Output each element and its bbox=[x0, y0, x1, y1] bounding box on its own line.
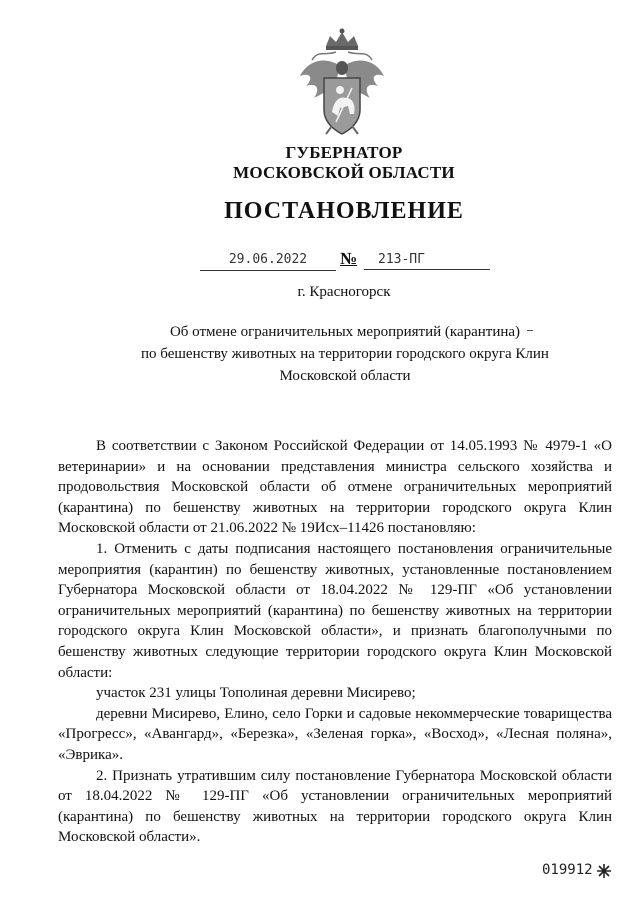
territory-2-paragraph: деревни Мисирево, Елино, село Горки и садовые некоммерческие товарищества «Прогресс», «Авангард», «Березка», «Зеленая горка», «Восход», «Лесная поляна», «Эврика». bbox=[58, 705, 612, 763]
authority-name-line1: ГУБЕРНАТОР bbox=[285, 143, 403, 162]
number-sign-label: № bbox=[340, 249, 358, 268]
authority-name-line2: МОСКОВСКОЙ ОБЛАСТИ bbox=[233, 163, 455, 182]
document-title-line2: по бешенству животных на территории городского округа Клин bbox=[141, 346, 549, 362]
item-2-paragraph: 2. Признать утратившим силу постановление Губернатора Московской области от 18.04.2022 № 129-ПГ «Об установлении ограничительных мероприятий (карантина) по бешенству животных на территории городского округа Клин Московской области». bbox=[58, 767, 612, 846]
document-date: 29.06.2022 bbox=[200, 250, 336, 271]
document-number: 213-ПГ bbox=[364, 250, 490, 270]
document-type-heading: ПОСТАНОВЛЕНИЕ bbox=[224, 198, 464, 224]
preamble-paragraph: В соответствии с Законом Российской Федерации от 14.05.1993 № 4979-1 «О ветеринарии» и на основании представления министра сельского хозяйства и продовольствия Московской области об отмене ограничительных мероприятий (карантина) по бешенству животных на территории городского округа Клин Московской области от 21.06.2022 № 19Исх–11426 постановляю: bbox=[58, 438, 612, 537]
item-1-paragraph: 1. Отменить с даты подписания настоящего постановления ограничительные мероприятия (карантин) по бешенству животных, установленные постановлением Губернатора Московской области от 18.04.2022 № 129-ПГ «Об установлении ограничительных мероприятий (карантина) по бешенству животных на территории городского округа Клин Московской области», и признать благополучными по бешенству животных следующие территории городского округа Клин Московской области: bbox=[58, 540, 612, 681]
serial-number: 019912 bbox=[542, 862, 593, 878]
document-title-line3: Московской области bbox=[279, 368, 411, 384]
place-of-issue: г. Красногорск bbox=[297, 284, 391, 300]
document-title-line1: Об отмене ограничительных мероприятий (карантина) bbox=[169, 324, 521, 340]
territory-1-paragraph: участок 231 улицы Тополиная деревни Мисирево; bbox=[96, 685, 416, 702]
asterisk-icon bbox=[596, 863, 612, 879]
document-title bbox=[110, 321, 580, 387]
pen-mark bbox=[527, 330, 533, 331]
document-body bbox=[58, 436, 612, 848]
coat-of-arms-icon bbox=[296, 26, 388, 138]
